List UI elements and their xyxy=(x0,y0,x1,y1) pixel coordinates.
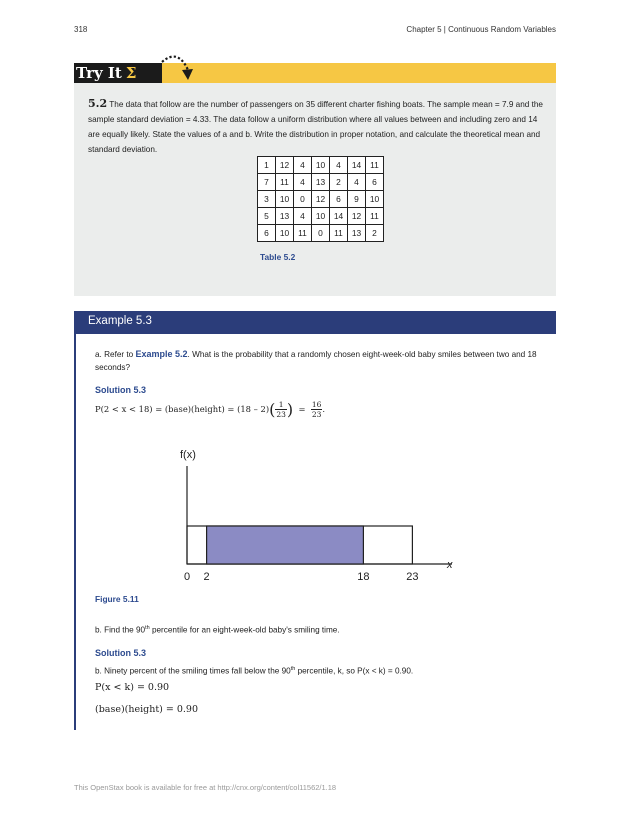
solution-a-lhs: P(2 < x < 18) = (base)(height) = (18 – 2) xyxy=(95,404,270,414)
solution-b-text xyxy=(95,663,413,678)
table-cell: 4 xyxy=(294,157,312,174)
result-den: 23 xyxy=(311,410,322,419)
table-row xyxy=(258,208,384,225)
table-cell: 14 xyxy=(348,157,366,174)
x-tick-label: 2 xyxy=(203,571,210,583)
solution-a-equation: P(2 < x < 18) = (base)(height) = (18 – 2)( $\frac{1}{23}$ ) = $\frac{16}{23}$ . xyxy=(95,400,326,419)
table-cell: 12 xyxy=(348,208,366,225)
figure-caption: Figure 5.11 xyxy=(95,594,139,604)
table-cell: 1 xyxy=(258,157,276,174)
result-num: 16 xyxy=(311,400,322,409)
solution-a-heading: Solution 5.3 xyxy=(95,385,147,395)
x-tick-label: 0 xyxy=(183,571,191,583)
footer-text: This OpenStax book is available for free at http://cnx.org/content/col11562/1.18 xyxy=(74,783,337,792)
frac-num: 1 xyxy=(275,400,287,410)
table-cell: 6 xyxy=(366,174,384,191)
table-cell: 10 xyxy=(276,225,294,242)
problem-text: The data that follow are the number of passengers on 35 different charter fishing boats. The sample mean = 7.9 and the sample standard deviation = 4.33. The data follow a uniform distribution where all values between and including zero and 14 are equally likely. State the values of a and b. Write the distribution in proper notation, and calculate the theoretical mean and standard deviation. xyxy=(88,100,543,154)
table-cell: 9 xyxy=(348,191,366,208)
table-cell: 4 xyxy=(294,174,312,191)
x-axis-label: x xyxy=(447,559,453,571)
table-cell: 10 xyxy=(366,191,384,208)
dotted-arrow-icon xyxy=(160,52,196,84)
page-number: 318 xyxy=(74,25,88,34)
part-b-sup: th xyxy=(145,625,150,631)
solution-b-heading: Solution 5.3 xyxy=(95,648,147,658)
table-cell: 13 xyxy=(348,225,366,242)
table-cell: 6 xyxy=(258,225,276,242)
example-5-2-link[interactable]: Example 5.2 xyxy=(135,349,188,359)
table-cell: 4 xyxy=(348,174,366,191)
table-cell: 3 xyxy=(258,191,276,208)
x-tick-label: 18 xyxy=(357,571,370,583)
equation-1: P(x < k) = 0.90 xyxy=(95,682,170,693)
solution-b-suffix: percentile, k, so P(x < k) = 0.90. xyxy=(295,666,414,676)
part-a-question xyxy=(95,348,545,374)
part-b-suffix: percentile for an eight-week-old baby's smiling time. xyxy=(149,625,340,635)
fraction-result xyxy=(311,400,326,419)
sigma-icon: Σ xyxy=(125,64,137,82)
x-tick-label: 23 xyxy=(406,571,419,583)
part-a-prefix: a. Refer to xyxy=(95,350,134,359)
table-cell: 12 xyxy=(276,157,294,174)
fraction-one-over-23 xyxy=(275,400,287,419)
table-cell: 14 xyxy=(330,208,348,225)
table-row xyxy=(258,174,384,191)
table-cell: 2 xyxy=(330,174,348,191)
chapter-title: Chapter 5 | Continuous Random Variables xyxy=(406,25,556,34)
part-b-prefix: b. Find the 90 xyxy=(95,625,146,635)
table-cell: 11 xyxy=(366,157,384,174)
table-cell: 2 xyxy=(366,225,384,242)
table-row xyxy=(258,157,384,174)
equals-sign: = xyxy=(298,404,306,414)
table-cell: 13 xyxy=(312,174,330,191)
table-cell: 4 xyxy=(294,208,312,225)
example-side-rule xyxy=(74,334,76,730)
table-row xyxy=(258,191,384,208)
solution-b-prefix: b. Ninety percent of the smiling times fall below the 90 xyxy=(95,666,291,676)
table-caption: Table 5.2 xyxy=(260,252,296,262)
frac-den: 23 xyxy=(276,410,286,419)
table-cell: 6 xyxy=(330,191,348,208)
table-cell: 11 xyxy=(330,225,348,242)
try-it-label: Try It xyxy=(76,64,122,82)
table-cell: 10 xyxy=(312,208,330,225)
equation-2: (base)(height) = 0.90 xyxy=(95,704,199,715)
table-cell: 5 xyxy=(258,208,276,225)
table-cell: 12 xyxy=(312,191,330,208)
solution-b-sup: th xyxy=(290,666,296,672)
table-row xyxy=(258,225,384,242)
y-axis-label: f(x) xyxy=(180,449,196,461)
try-it-badge xyxy=(74,63,162,83)
table-cell: 0 xyxy=(294,191,312,208)
passenger-table xyxy=(257,156,384,242)
part-b-question xyxy=(95,622,340,637)
shaded-probability-region xyxy=(207,526,364,564)
table-cell: 10 xyxy=(312,157,330,174)
part-a-suffix: . What is the probability that a randomly chosen eight-week-old baby smiles between two and 18 seconds? xyxy=(95,350,537,372)
table-cell: 0 xyxy=(312,225,330,242)
table-cell: 7 xyxy=(258,174,276,191)
table-cell: 10 xyxy=(276,191,294,208)
table-cell: 11 xyxy=(294,225,312,242)
uniform-distribution-chart xyxy=(160,444,470,589)
table-cell: 13 xyxy=(276,208,294,225)
table-cell: 11 xyxy=(366,208,384,225)
problem-number: 5.2 xyxy=(88,97,108,110)
try-it-problem xyxy=(88,96,546,157)
table-cell: 4 xyxy=(330,157,348,174)
period: . xyxy=(322,404,326,414)
table-cell: 11 xyxy=(276,174,294,191)
example-title: Example 5.3 xyxy=(88,315,152,327)
